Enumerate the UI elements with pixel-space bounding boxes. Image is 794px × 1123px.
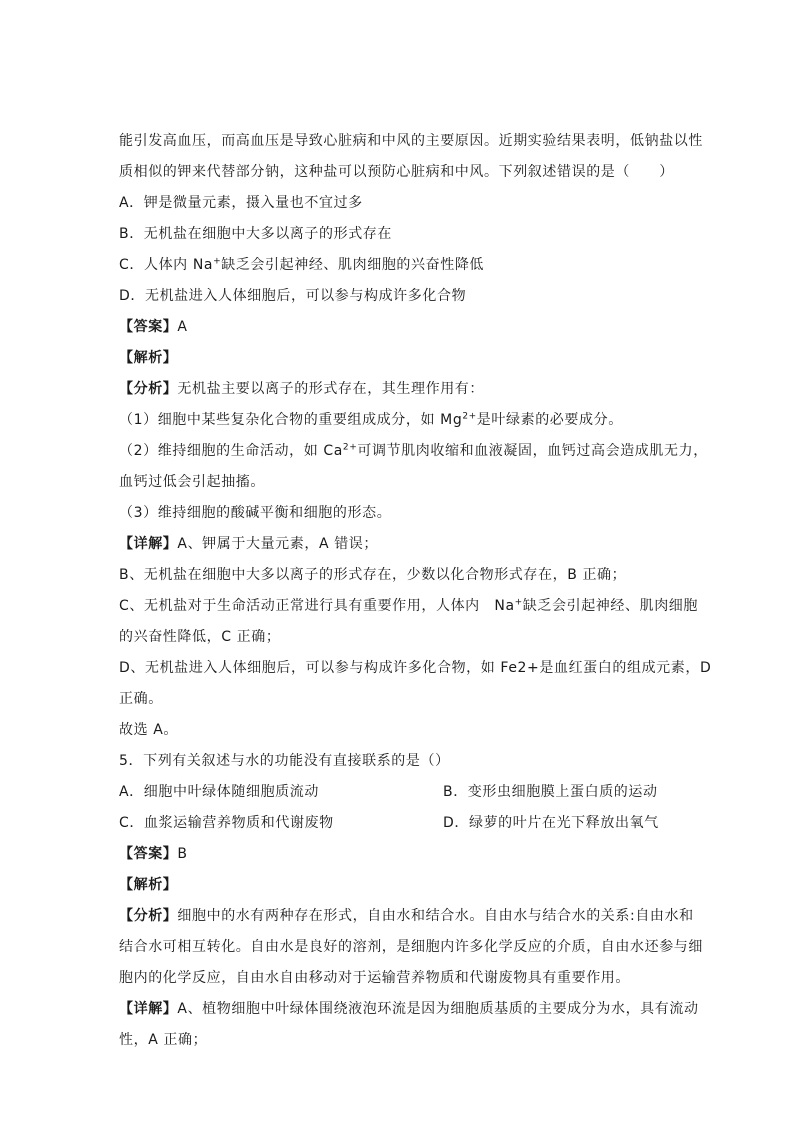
- q4-stem-line1: 能引发高血压，而高血压是导致心脏病和中风的主要原因。近期实验结果表明，低钠盐以性: [119, 133, 703, 149]
- q4-option-c-text: C．人体内 Na: [119, 257, 214, 273]
- q5-answer-value: B: [177, 846, 188, 862]
- q4-point-1: [119, 410, 679, 430]
- q4-option-a: A．钾是微量元素，摄入量也不宜过多: [119, 195, 363, 211]
- q4-fenxi-label: 【分析】: [119, 381, 178, 397]
- q5-analysis-label: 【解析】: [119, 877, 178, 893]
- q5-stem: 5．下列有关叙述与水的功能没有直接联系的是（）: [119, 753, 450, 769]
- q5-xiangjie-text: A、植物细胞中叶绿体围绕液泡环流是因为细胞质基质的主要成分为水，具有流动: [177, 1001, 699, 1017]
- q5-fenxi-line3: 胞内的化学反应，自由水自由移动对于运输营养物质和代谢废物具有重要作用。: [119, 970, 630, 986]
- q4-xiangjie-a: [119, 534, 679, 554]
- q4-xiangjie-a-text: A、钾属于大量元素，A 错误；: [177, 536, 379, 552]
- q4-option-d: D．无机盐进入人体细胞后，可以参与构成许多化合物: [119, 288, 467, 304]
- q5-option-d: D．绿萝的叶片在光下释放出氧气: [443, 815, 659, 831]
- q5-fenxi-label: 【分析】: [119, 908, 178, 924]
- q4-point-2: [119, 441, 708, 461]
- q4-xiangjie-c: [119, 596, 698, 616]
- q4-fenxi: [119, 379, 679, 399]
- q4-xiangjie-c-text: C、无机盐对于生命活动正常进行具有重要作用，人体内 Na: [119, 598, 515, 614]
- q4-point-1-superscript: 2+: [462, 411, 477, 422]
- q5-xiangjie-line2: 性，A 正确；: [119, 1032, 208, 1048]
- q4-point-2-text-rest: 可调节肌肉收缩和血液凝固，血钙过高会造成肌无力，: [357, 443, 708, 459]
- q5-option-a: A．细胞中叶绿体随细胞质流动: [119, 784, 319, 800]
- q5-option-b: B．变形虫细胞膜上蛋白质的运动: [443, 784, 658, 800]
- q4-answer: [119, 317, 679, 337]
- q4-conclusion: 故选 A。: [119, 722, 179, 738]
- q4-analysis-label: 【解析】: [119, 350, 178, 366]
- q5-fenxi-line2: 结合水可相互转化。自由水是良好的溶剂，是细胞内许多化学反应的介质，自由水还参与细: [119, 939, 703, 955]
- q4-xiangjie-d-line1: D、无机盐进入人体细胞后，可以参与构成许多化合物，如 Fe2+是血红蛋白的组成元素，D: [119, 660, 712, 676]
- q4-point-3: （3）维持细胞的酸碱平衡和细胞的形态。: [119, 505, 392, 521]
- q5-fenxi-text: 细胞中的水有两种存在形式，自由水和结合水。自由水与结合水的关系:自由水和: [177, 908, 694, 924]
- q4-point-2-superscript: 2+: [342, 442, 358, 453]
- q4-answer-label: 【答案】: [119, 319, 178, 335]
- q4-xiangjie-c-superscript: +: [514, 597, 523, 608]
- q4-fenxi-text: 无机盐主要以离子的形式存在，其生理作用有：: [177, 381, 485, 397]
- q4-option-c: [119, 255, 679, 275]
- q4-option-c-superscript: +: [213, 256, 222, 267]
- q4-xiangjie-c-text-rest: 缺乏会引起神经、肌肉细胞: [522, 598, 698, 614]
- q5-xiangjie-line1: [119, 999, 699, 1019]
- q4-option-b: B．无机盐在细胞中大多以离子的形式存在: [119, 226, 393, 242]
- q4-xiangjie-d-line2: 正确。: [119, 691, 163, 707]
- q4-xiangjie-label: 【详解】: [119, 536, 178, 552]
- q5-answer: [119, 844, 679, 864]
- q5-xiangjie-label: 【详解】: [119, 1001, 178, 1017]
- q4-xiangjie-b: B、无机盐在细胞中大多以离子的形式存在，少数以化合物形式存在，B 正确；: [119, 567, 627, 583]
- q4-answer-value: A: [177, 319, 188, 335]
- q5-answer-label: 【答案】: [119, 846, 178, 862]
- q4-option-c-text-rest: 缺乏会引起神经、肌肉细胞的兴奋性降低: [221, 257, 485, 273]
- q4-point-1-text: （1）细胞中某些复杂化合物的重要组成成分，如 Mg: [119, 412, 463, 428]
- q5-fenxi-line1: [119, 906, 694, 926]
- q4-xiangjie-c-line2: 的兴奋性降低，C 正确；: [119, 629, 281, 645]
- q5-option-c: C．血浆运输营养物质和代谢废物: [119, 815, 334, 831]
- q4-point-2-line2: 血钙过低会引起抽搐。: [119, 474, 265, 490]
- q4-point-1-text-rest: 是叶绿素的必要成分。: [476, 412, 623, 428]
- q4-point-2-text: （2）维持细胞的生命活动，如 Ca: [119, 443, 343, 459]
- q4-stem-line2: 质相似的钾来代替部分钠，这种盐可以预防心脏病和中风。下列叙述错误的是（ ）: [119, 164, 674, 180]
